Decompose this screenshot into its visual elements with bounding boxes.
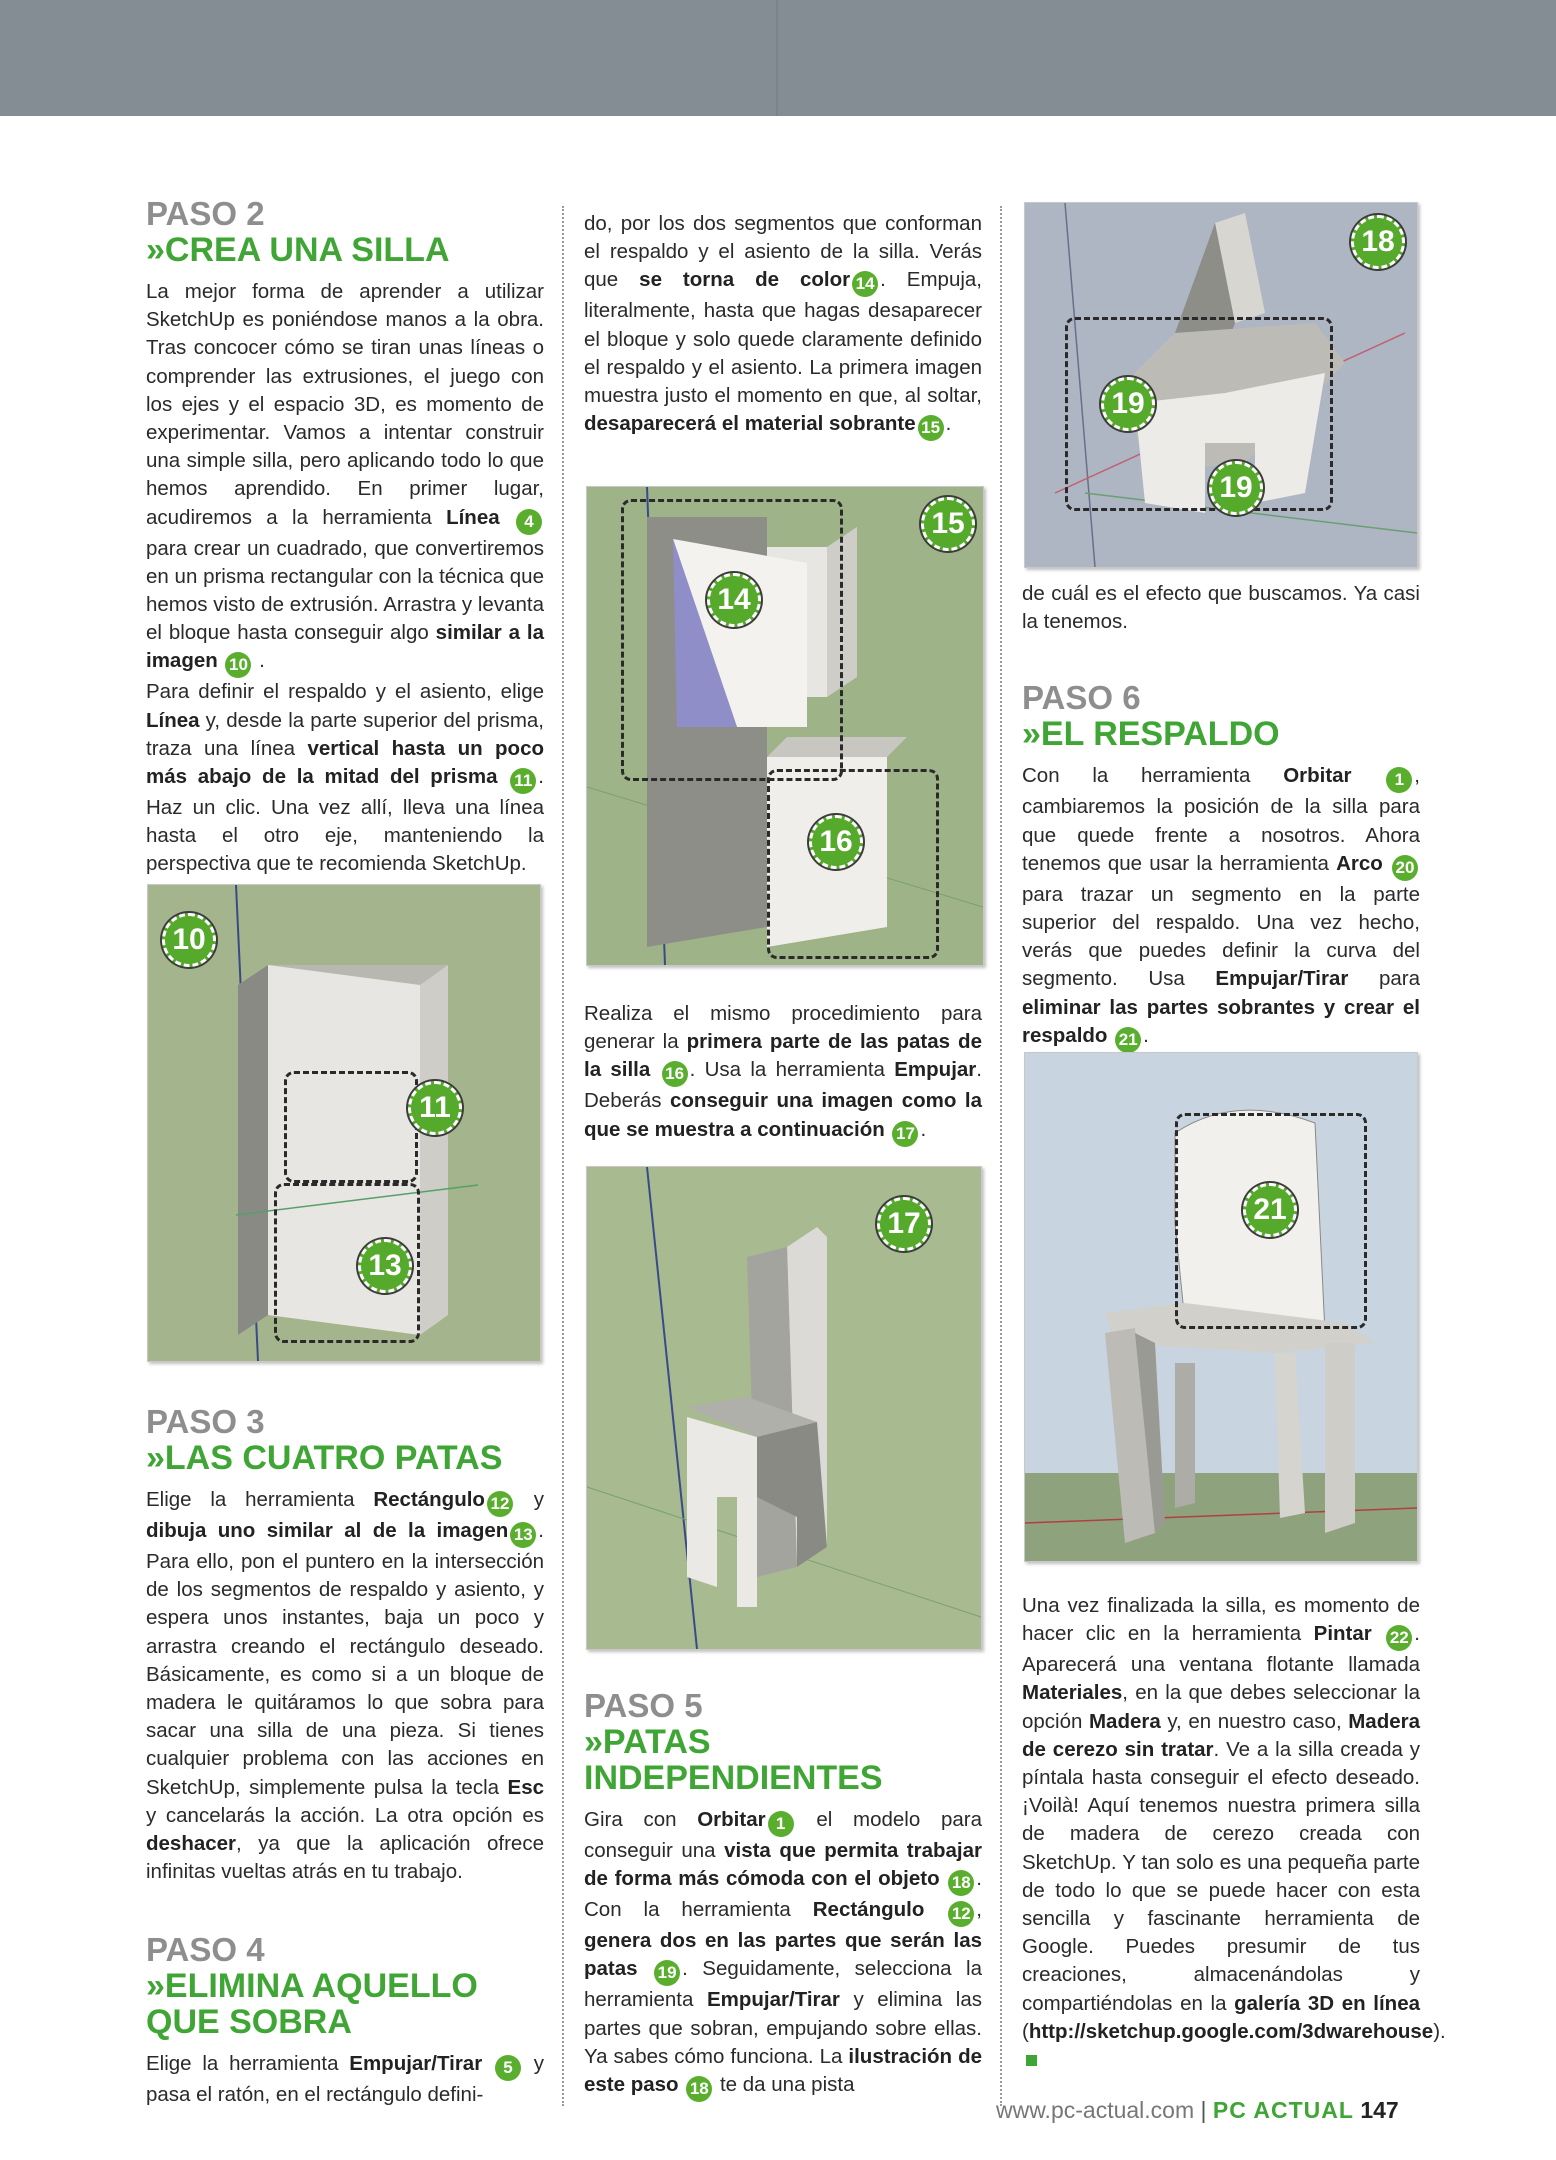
column-rule: [1000, 206, 1002, 2106]
step-number-badge: 14: [852, 271, 878, 297]
top-banner: [0, 0, 1556, 116]
step-number-badge: 15: [918, 415, 944, 441]
footer-separator: |: [1200, 2097, 1207, 2123]
step-number-badge: 16: [662, 1061, 688, 1087]
step-number-badge: 1: [1386, 767, 1412, 793]
column-2-mid: [584, 1000, 982, 1147]
step-number-badge: 10: [225, 652, 251, 678]
selection-highlight: [284, 1071, 418, 1183]
column-2-lower: [584, 1688, 982, 2102]
figure-badge: 16: [809, 815, 863, 869]
figure-badge: 15: [921, 497, 975, 551]
banner-divider: [776, 0, 778, 116]
selection-highlight: [621, 499, 843, 781]
paso3-title: »LAS CUATRO PATAS: [146, 1439, 503, 1477]
paso4-body-cont: do, por los dos segmentos que conforman el respaldo y el asiento de la silla. Verás que se torna de color 14 . Empuja, literalmente, hasta que hagas desaparecer el bloque y solo quede claramente definido el respaldo y el asiento. La primera imagen muestra justo el momento en que, al soltar, desaparecerá el material sobrante 15 .: [584, 210, 982, 441]
step-number-badge: 1: [768, 1811, 794, 1837]
column-3-lower: [1022, 1592, 1446, 2074]
paso4-body: Elige la herramienta Empujar/Tirar 5 y pasa el ratón, en el rectángulo defini-: [146, 2052, 544, 2107]
figure-prism-screenshot: [147, 884, 541, 1362]
step-number-badge: 22: [1386, 1625, 1412, 1651]
column-1: [146, 196, 544, 879]
step-number-badge: 5: [495, 2055, 521, 2081]
page-number: 147: [1360, 2097, 1399, 2123]
step-number-badge: 18: [686, 2076, 712, 2102]
step-number-badge: 12: [948, 1901, 974, 1927]
paso2-body: La mejor forma de aprender a utilizar SketchUp es poniéndose manos a la obra. Tras concocer cómo se tiran unas líneas o comprender las extrusiones, el juego con los ejes y el espacio 3D, es momento de experimentar. Vamos a intentar construir una simple silla, pero aplicando todo lo que hemos aprendido. En primer lugar, acudiremos a la herramienta Línea 4 para crear un cuadrado, que convertiremos en un prisma rectangular con la técnica que hemos visto de extrusión. Arrastra y levanta el bloque hasta conseguir algo similar a la imagen 10 .: [146, 278, 544, 678]
paso4-body-2: Realiza el mismo procedimiento para generar la primera parte de las patas de la silla 16 . Usa la herramienta Empujar. Deberás conseguir una imagen como la que se muestra a continuación 17 .: [584, 1000, 982, 1147]
footer-url: www.pc-actual.com: [996, 2097, 1195, 2123]
figure-badge: 14: [707, 573, 761, 627]
figure-badge: 10: [162, 913, 216, 967]
figure-badge: 17: [877, 1197, 931, 1251]
step-number-badge: 19: [654, 1960, 680, 1986]
figure-chair-screenshot: [586, 1166, 982, 1650]
figure-badge: 19: [1101, 377, 1155, 431]
step-number-badge: 11: [510, 768, 536, 794]
selection-highlight: [767, 769, 939, 959]
paso2-body-2: Para definir el respaldo y el asiento, elige Línea y, desde la parte superior del prisma, traza una línea vertical hasta un poco más abajo de la mitad del prisma 11 . Haz un clic. Una vez allí, lleva una línea hasta el otro eje, manteniendo la perspectiva que te recomienda SketchUp.: [146, 680, 544, 876]
paso4-label: PASO 4: [146, 1931, 265, 1969]
paso2-title: »CREA UNA SILLA: [146, 231, 450, 269]
column-rule: [562, 206, 564, 2106]
paso6-title: »EL RESPALDO: [1022, 715, 1280, 754]
step-number-badge: 20: [1392, 855, 1418, 881]
paso5-body-cont: de cuál es el efecto que buscamos. Ya casi la tenemos.: [1022, 582, 1420, 634]
column-3: [1022, 580, 1420, 1053]
column-1-lower: [146, 1404, 544, 2110]
step-number-badge: 12: [487, 1491, 513, 1517]
page-footer: [996, 2096, 1416, 2124]
figure-badge: 21: [1243, 1183, 1297, 1237]
step-number-badge: 18: [948, 1870, 974, 1896]
figure-badge: 19: [1209, 461, 1263, 515]
figure-backrest-screenshot: [1024, 1052, 1418, 1562]
paso5-title: »PATAS INDEPENDIENTES: [584, 1723, 883, 1797]
figure-badge: 13: [358, 1239, 412, 1293]
paso6-label: PASO 6: [1022, 679, 1141, 717]
footer-brand: PC ACTUAL: [1212, 2097, 1354, 2123]
paso3-label: PASO 3: [146, 1403, 265, 1440]
step-number-badge: 13: [510, 1522, 536, 1548]
step-number-badge: 17: [892, 1121, 918, 1147]
figure-pushpull-screenshot: [586, 486, 984, 966]
figure-badge: 18: [1351, 215, 1405, 269]
step-number-badge: 4: [516, 509, 542, 535]
figure-badge: 11: [408, 1081, 462, 1135]
end-mark-icon: [1026, 2055, 1037, 2066]
paso6-body-2: Una vez finalizada la silla, es momento de hacer clic en la herramienta Pintar 22 . Aparecerá una ventana flotante llamada Materiales, en la que debes seleccionar la opción Madera y, en nuestro caso, Madera de cerezo sin tratar. Ve a la silla creada y píntala hasta conseguir el efecto deseado. ¡Voilà! Aquí tenemos nuestra primera silla de madera de cerezo creada con SketchUp. Y tan solo es una pequeña parte de todo lo que se puede hacer con esta sencilla y fascinante herramienta de Google. Puedes presumir de tus creaciones, almacenándolas y compartiéndolas en la galería 3D en línea (http://sketchup.google.com/3dwarehouse).: [1022, 1592, 1420, 2074]
figure-legs-screenshot: [1024, 202, 1418, 568]
paso3-body: Elige la herramienta Rectángulo 12 y dibuja uno similar al de la imagen 13 . Para ello, pon el puntero en la intersección de los segmentos de respaldo y asiento, y espera unos instantes, baja un poco y arrastra creando el rectángulo deseado. Básicamente, es como si a un bloque de madera le quitáramos lo que sobra para sacar una silla de una pieza. Si tienes cualquier problema con las acciones en SketchUp, simplemente pulsa la tecla Esc y cancelarás la acción. La otra opción es deshacer, ya que la aplicación ofrece infinitas vueltas atrás en tu trabajo.: [146, 1488, 545, 1884]
paso5-body: Gira con Orbitar 1 el modelo para conseguir una vista que permita trabajar de forma más cómoda con el objeto 18 . Con la herramienta Rectángulo 12 , genera dos en las partes que serán las patas 19 . Seguidamente, selecciona la herramienta Empujar/Tirar y elimina las partes que sobran, empujando sobre ellas. Ya sabes cómo funciona. La ilustración de este paso 18 te da una pista: [584, 1806, 982, 2102]
paso6-body: Con la herramienta Orbitar 1 , cambiaremos la posición de la silla para que quede frente a nosotros. Ahora tenemos que usar la herramienta Arco 20 para trazar un segmento en la parte superior del respaldo. Una vez hecho, verás que puedes definir la curva del segmento. Usa Empujar/Tirar para eliminar las partes sobrantes y crear el respaldo 21 .: [1022, 762, 1420, 1052]
column-2: [584, 210, 982, 441]
paso4-title: »ELIMINA AQUELLO QUE SOBRA: [146, 1967, 478, 2042]
step-number-badge: 21: [1115, 1027, 1141, 1053]
paso2-label: PASO 2: [146, 195, 265, 232]
paso5-label: PASO 5: [584, 1687, 703, 1724]
